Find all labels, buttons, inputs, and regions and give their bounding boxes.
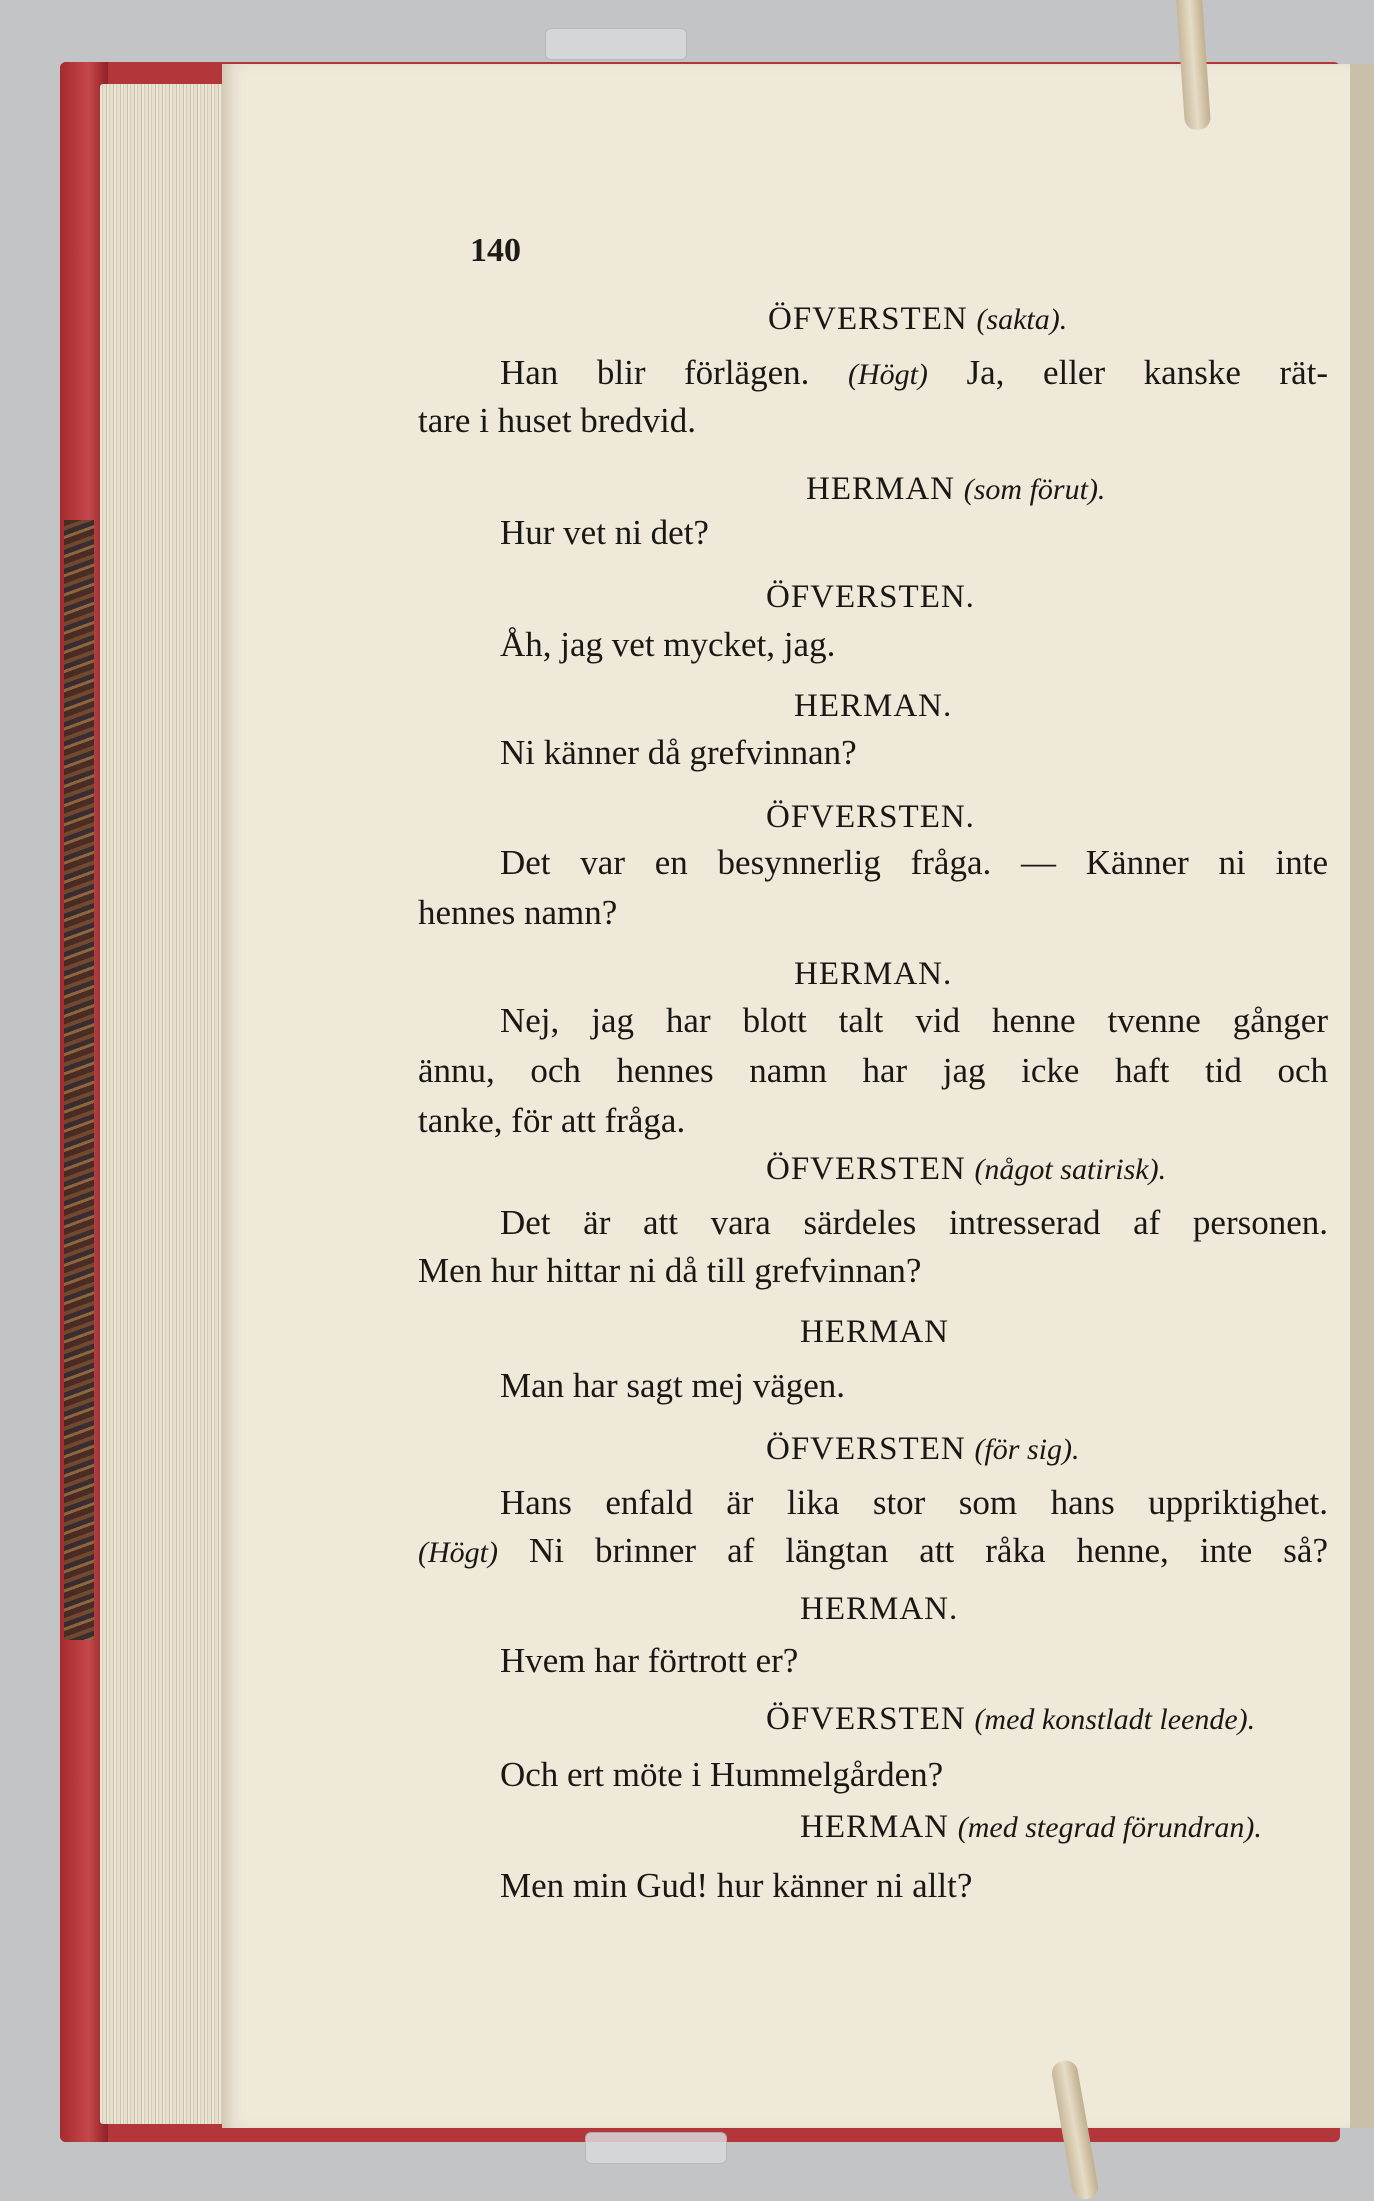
stage-direction: (Högt) [847,358,928,391]
line-text: tanke, för att fråga. [418,1101,686,1140]
speaker-heading [766,578,975,614]
page-right-edge [1350,64,1374,2128]
line-text: tare i huset bredvid. [418,401,696,440]
speaker-heading [768,300,1067,336]
speaker-heading [766,1430,1079,1466]
stage-direction: (något satirisk). [974,1153,1167,1186]
speaker-heading [794,955,952,991]
page-edges [100,84,230,2124]
speaker-name: ÖFVERSTEN [766,1431,966,1467]
marbled-endpaper [64,520,94,1640]
line-text: Hans enfald är lika stor som hans uppriktighet. [500,1483,1328,1522]
speaker-heading [766,1150,1166,1186]
speaker-heading [806,470,1105,506]
speaker-heading [800,1590,958,1626]
speaker-name: ÖFVERSTEN [766,1151,966,1187]
speaker-name: HERMAN. [794,688,953,724]
speaker-name: HERMAN [806,471,956,507]
dialogue-line [500,627,835,662]
line-text: hennes namn? [418,893,618,932]
line-text: Åh, jag vet mycket, jag. [500,625,836,664]
dialogue-line [418,895,617,930]
speaker-name: HERMAN [800,1809,950,1845]
speaker-name: HERMAN. [794,956,953,992]
dialogue-line [500,1003,1328,1038]
line-text: Det är att vara särdeles intresserad af personen. [500,1203,1328,1242]
speaker-heading [766,798,975,834]
dialogue-line [500,1368,845,1403]
speaker-heading [766,1700,1255,1736]
line-text-cont: Ni brinner af längtan att råka henne, inte så? [497,1531,1328,1570]
stage-direction: (sakta). [976,303,1068,336]
dialogue-line [418,1253,921,1288]
book-clip-bottom [585,2132,727,2164]
speaker-heading [800,1313,949,1349]
line-text: Man har sagt mej vägen. [500,1366,846,1405]
book-clip-top [545,28,687,60]
speaker-name: HERMAN [800,1314,950,1350]
dialogue-line [500,1485,1328,1520]
dialogue-line [500,1643,798,1678]
dialogue-line [418,1103,685,1138]
dialogue-line [500,735,857,770]
stage-direction: (Högt) [418,1536,498,1569]
speaker-name: ÖFVERSTEN [766,1701,966,1737]
line-text: ännu, och hennes namn har jag icke haft tid och [418,1051,1328,1090]
line-text: Och ert möte i Hummelgården? [500,1755,944,1794]
line-text-cont: Ja, eller kanske rät- [927,353,1328,392]
speaker-name: ÖFVERSTEN [768,301,968,337]
stage-direction: (som förut). [963,473,1106,506]
speaker-name: ÖFVERSTEN. [766,799,975,835]
stage-direction: (med stegrad förundran). [957,1811,1262,1844]
line-text: Men hur hittar ni då till grefvinnan? [418,1251,922,1290]
line-text: Ni känner då grefvinnan? [500,733,857,772]
line-text: Nej, jag har blott talt vid henne tvenne gånger [500,1001,1328,1040]
dialogue-line [500,515,709,550]
speaker-heading [794,687,952,723]
dialogue-line [418,1533,1328,1568]
dialogue-line [500,1205,1328,1240]
line-text: Det var en besynnerlig fråga. — Känner ni inte [500,843,1328,882]
line-text: Men min Gud! hur känner ni allt? [500,1866,973,1905]
speaker-name: HERMAN. [800,1591,959,1627]
stage-direction: (med konstladt leende). [974,1703,1256,1736]
dialogue-line [500,1757,943,1792]
stage-direction: (för sig). [974,1433,1080,1466]
speaker-heading [800,1808,1262,1844]
dialogue-line [418,403,696,438]
line-text: Hur vet ni det? [500,513,709,552]
line-text: Hvem har förtrott er? [500,1641,799,1680]
dialogue-line [418,1053,1328,1088]
page-number: 140 [470,232,521,269]
dialogue-line [500,355,1328,390]
speaker-name: ÖFVERSTEN. [766,579,975,615]
dialogue-line [500,1868,972,1903]
dialogue-line [500,845,1328,880]
line-text: Han blir förlägen. [500,353,848,392]
